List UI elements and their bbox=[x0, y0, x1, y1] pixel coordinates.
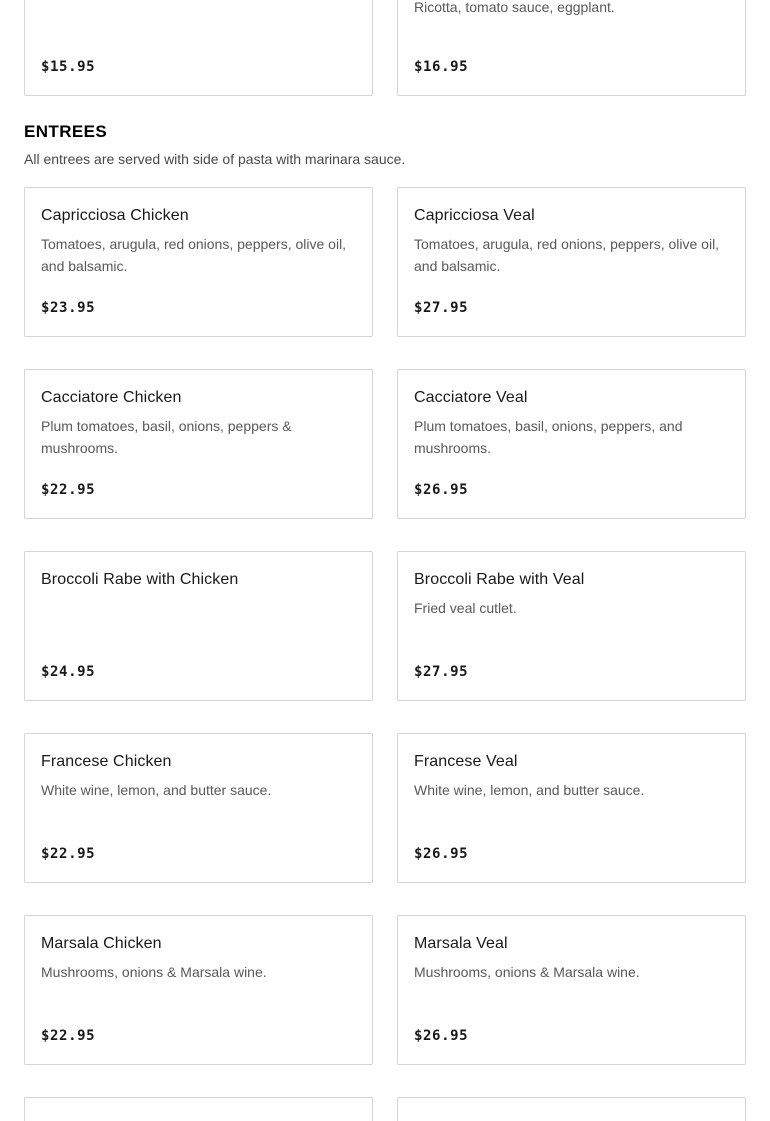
menu-item-name: Cacciatore Chicken bbox=[41, 389, 182, 406]
menu-item-price: $26.95 bbox=[414, 846, 469, 862]
menu-item-price: $22.95 bbox=[41, 846, 96, 862]
menu-item-name: Cacciatore Veal bbox=[414, 389, 528, 406]
menu-item-price: $26.95 bbox=[414, 482, 469, 498]
menu-item-description: Mushrooms, onions & Marsala wine. bbox=[41, 964, 267, 980]
menu-item-description: Mushrooms, onions & Marsala wine. bbox=[414, 964, 640, 980]
menu-item-name: Francese Veal bbox=[414, 753, 518, 770]
menu-item-card[interactable] bbox=[397, 0, 746, 96]
section-title: ENTREES bbox=[24, 122, 108, 141]
menu-item-name: Broccoli Rabe with Chicken bbox=[41, 571, 239, 588]
menu-item-card[interactable] bbox=[24, 187, 373, 337]
menu-item-description: Ricotta, tomato sauce, eggplant. bbox=[414, 0, 615, 15]
menu-item-description: Fried veal cutlet. bbox=[414, 600, 517, 616]
menu-item-price: $23.95 bbox=[41, 300, 96, 316]
menu-item-description: White wine, lemon, and butter sauce. bbox=[41, 782, 272, 798]
menu-item-name: Francese Chicken bbox=[41, 753, 172, 770]
menu-item-description: Plum tomatoes, basil, onions, peppers, and mushrooms. bbox=[414, 418, 683, 456]
menu-item-description: Plum tomatoes, basil, onions, peppers & mushrooms. bbox=[41, 418, 292, 456]
menu-item-card[interactable] bbox=[24, 915, 373, 1065]
menu-item-card[interactable] bbox=[24, 0, 373, 96]
menu-item-name: Capricciosa Chicken bbox=[41, 207, 189, 224]
menu-item-card[interactable] bbox=[397, 187, 746, 337]
menu-item-name: Marsala Chicken bbox=[41, 935, 162, 952]
menu-item-price: $27.95 bbox=[414, 300, 469, 316]
menu-item-card[interactable] bbox=[397, 915, 746, 1065]
menu-item-price: $27.95 bbox=[414, 664, 469, 680]
menu-item-card[interactable] bbox=[397, 551, 746, 701]
menu-item-card[interactable] bbox=[24, 369, 373, 519]
menu-item-description: Tomatoes, arugula, red onions, peppers, olive oil, and balsamic. bbox=[414, 236, 720, 274]
menu-item-card[interactable] bbox=[397, 733, 746, 883]
menu-item-price: $24.95 bbox=[41, 664, 96, 680]
menu-item-price: $16.95 bbox=[414, 59, 469, 75]
menu-item-card[interactable] bbox=[24, 733, 373, 883]
menu-item-price: $26.95 bbox=[414, 1028, 469, 1044]
menu-item-price: $22.95 bbox=[41, 1028, 96, 1044]
menu-item-card[interactable] bbox=[24, 551, 373, 701]
menu-item-description: White wine, lemon, and butter sauce. bbox=[414, 782, 645, 798]
menu-item-card[interactable] bbox=[397, 1097, 746, 1121]
menu-item-name: Broccoli Rabe with Veal bbox=[414, 571, 585, 588]
menu-item-card[interactable] bbox=[24, 1097, 373, 1121]
menu-item-name: Capricciosa Veal bbox=[414, 207, 535, 224]
menu-item-price: $15.95 bbox=[41, 59, 96, 75]
menu-item-card[interactable] bbox=[397, 369, 746, 519]
section-subtitle: All entrees are served with side of pasta with marinara sauce. bbox=[24, 151, 406, 167]
menu-item-name: Marsala Veal bbox=[414, 935, 508, 952]
menu-item-price: $22.95 bbox=[41, 482, 96, 498]
menu-item-description: Tomatoes, arugula, red onions, peppers, olive oil, and balsamic. bbox=[41, 236, 347, 274]
